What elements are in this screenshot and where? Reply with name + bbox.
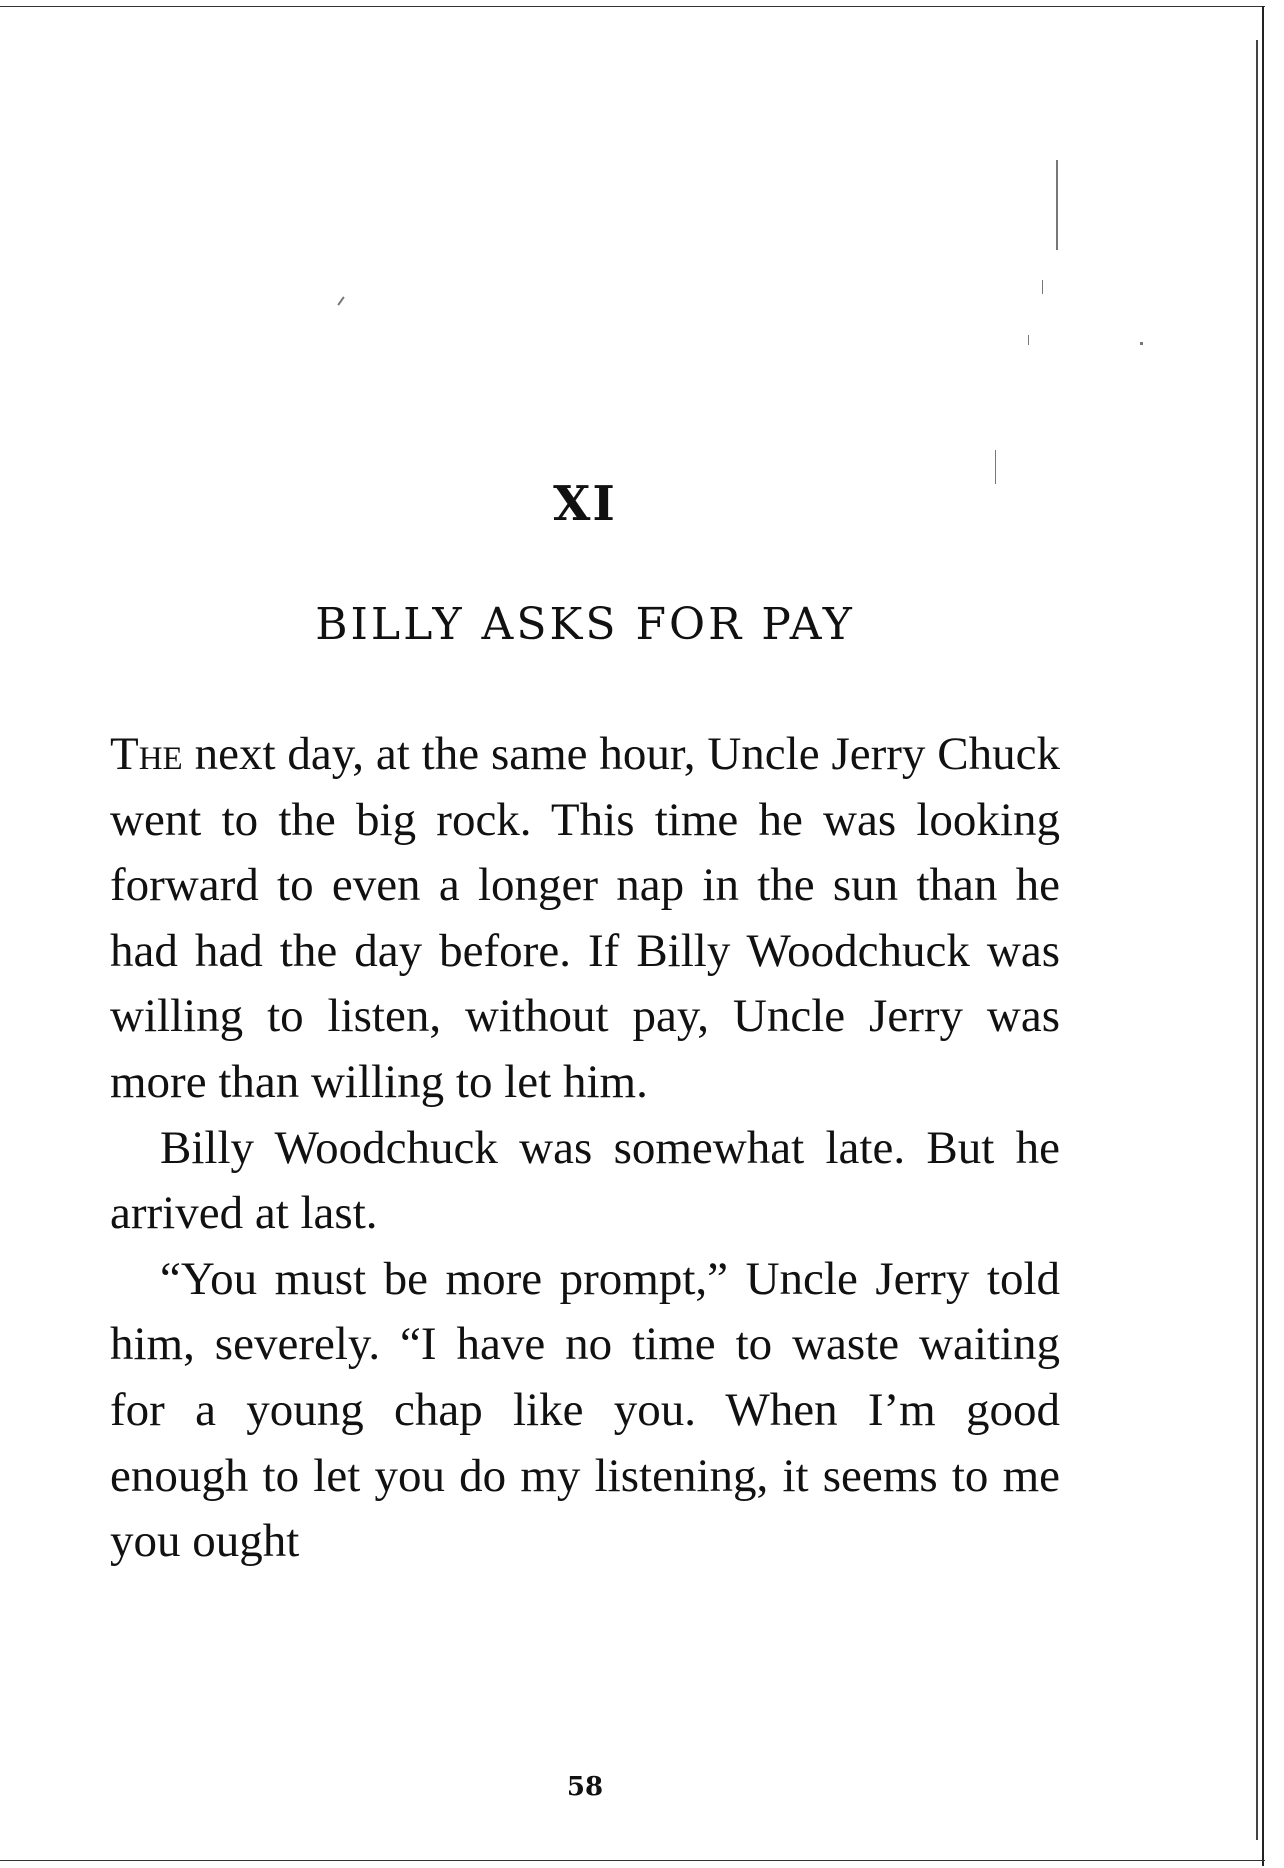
chapter-title: BILLY ASKS FOR PAY <box>315 599 855 650</box>
scan-speck <box>1056 160 1058 250</box>
paragraph-1-lead: The <box>110 728 183 780</box>
scan-speck <box>1042 280 1043 294</box>
scan-speck <box>337 296 344 305</box>
page-border-right-inner <box>1256 40 1258 1840</box>
scan-speck <box>1028 335 1029 345</box>
paragraph-2: Billy Woodchuck was somewhat late. But he arrived at last. <box>110 1121 1060 1240</box>
scan-speck <box>995 450 996 484</box>
paragraph-1 <box>110 722 1060 1116</box>
page-border-bottom <box>0 1860 1265 1861</box>
chapter-number: XI <box>553 476 617 532</box>
page-border-top <box>0 6 1265 7</box>
paragraph-1-text: next day, at the same hour, Uncle Jerry Chuck went to the big rock. This time he was looking forward to even a longer nap in the sun than he had had the day before. If Billy Woodchuck was willing to listen, without pay, Uncle Jerry was more than willing to let him. <box>110 728 1060 1108</box>
page-border-right <box>1262 6 1264 1866</box>
chapter-body <box>110 722 1060 1575</box>
paragraph-3: “You must be more prompt,” Uncle Jerry told him, severely. “I have no time to waste waiting for a young chap like you. When I’m good enough to let you do my listening, it seems to me you ought <box>110 1252 1060 1568</box>
scan-speck <box>1140 342 1143 345</box>
page-number: 58 <box>566 1772 604 1802</box>
